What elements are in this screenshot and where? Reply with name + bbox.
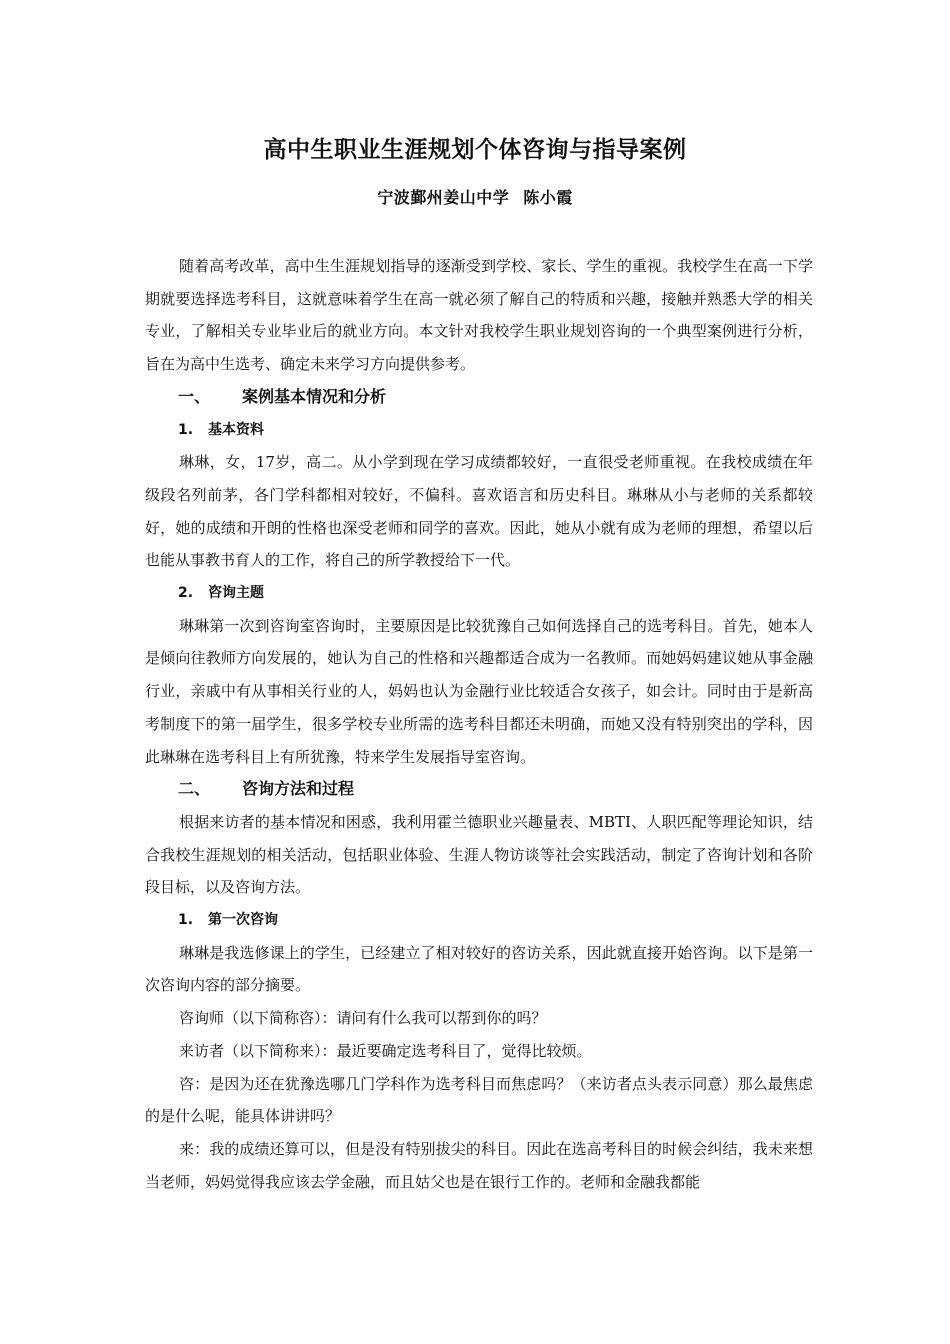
consult-topic-paragraph: 琳琳第一次到咨询室咨询时，主要原因是比较犹豫自己如何选择自己的选考科目。首先，她本人是倾向往教师方向发展的，她认为自己的性格和兴趣都适合成为一名教师。而她妈妈建议她从事金融行业，亲戚中有从事相关行业的人，妈妈也认为金融行业比较适合女孩子，如会计。同时由于是新高考制度下的第一届学生，很多学校专业所需的选考科目都还未明确，而她又没有特别突出的学科，因此琳琳在选考科目上有所犹豫，特来学生发展指导室咨询。 bbox=[145, 616, 813, 766]
subsection-2-1-heading bbox=[145, 904, 813, 937]
subsection-1-2-heading bbox=[145, 577, 813, 610]
dialogue-line: 来访者（以下简称来）：最近要确定选考科目了，觉得比较烦。 bbox=[179, 1041, 592, 1060]
section-1-title: 案例基本情况和分析 bbox=[242, 386, 387, 406]
section-2-number: 二、 bbox=[178, 779, 211, 799]
document-title: 高中生职业生涯规划个体咨询与指导案例 bbox=[263, 137, 687, 163]
dialogue-line: 咨：是因为还在犹豫选哪几门学科作为选考科目而焦虑吗？（来访者点头表示同意）那么最焦虑的是什么呢，能具体讲讲吗？ bbox=[145, 1074, 813, 1126]
section-2-title: 咨询方法和过程 bbox=[242, 779, 355, 799]
subsection-2-1-title: 第一次咨询 bbox=[208, 912, 278, 929]
section-1-heading bbox=[145, 381, 813, 414]
basic-info-paragraph: 琳琳，女，17岁，高二。从小学到现在学习成绩都较好，一直很受老师重视。在我校成绩在年级段名列前茅，各门学科都相对较好，不偏科。喜欢语言和历史科目。琳琳从小与老师的关系都较好，她的成绩和开朗的性格也深受老师和同学的喜欢。因此，她从小就有成为老师的理想，希望以后也能从事教书育人的工作，将自己的所学教授给下一代。 bbox=[145, 453, 813, 570]
author-line bbox=[0, 185, 950, 211]
subsection-1-1-heading bbox=[145, 414, 813, 447]
dialogue-line: 咨询师（以下简称咨）：请问有什么我可以帮到你的吗？ bbox=[179, 1009, 547, 1028]
subsection-2-1-number: 1. bbox=[178, 912, 194, 929]
section-1-number: 一、 bbox=[178, 386, 211, 406]
intro-paragraph: 随着高考改革，高中生生涯规划指导的逐渐受到学校、家长、学生的重视。我校学生在高一下学期就要选择选考科目，这就意味着学生在高一就必须了解自己的特质和兴趣，接触并熟悉大学的相关专业，了解相关专业毕业后的就业方向。本文针对我校学生职业规划咨询的一个典型案例进行分析，旨在为高中生选考、确定未来学习方向提供参考。 bbox=[145, 257, 813, 374]
first-session-paragraph: 琳琳是我选修课上的学生，已经建立了相对较好的咨访关系，因此就直接开始咨询。以下是第一次咨询内容的部分摘要。 bbox=[145, 943, 813, 995]
author-school: 宁波鄞州姜山中学 bbox=[377, 188, 510, 207]
subsection-1-1-title: 基本资料 bbox=[208, 421, 264, 438]
author-name: 陈小霞 bbox=[523, 188, 573, 207]
method-paragraph: 根据来访者的基本情况和困惑，我利用霍兰德职业兴趣量表、MBTI、人职匹配等理论知识，结合我校生涯规划的相关活动，包括职业体验、生涯人物访谈等社会实践活动，制定了咨询计划和各阶段目标，以及咨询方法。 bbox=[145, 812, 813, 897]
document-body bbox=[145, 250, 813, 1198]
subsection-1-1-number: 1. bbox=[178, 421, 194, 438]
dialogue-line: 来：我的成绩还算可以，但是没有特别拔尖的科目。因此在选高考科目的时候会纠结，我未来想当老师，妈妈觉得我应该去学金融，而且姑父也是在银行工作的。老师和金融我都能 bbox=[145, 1139, 813, 1191]
subsection-1-2-number: 2. bbox=[178, 585, 194, 602]
section-2-heading bbox=[145, 773, 813, 806]
subsection-1-2-title: 咨询主题 bbox=[208, 585, 264, 602]
